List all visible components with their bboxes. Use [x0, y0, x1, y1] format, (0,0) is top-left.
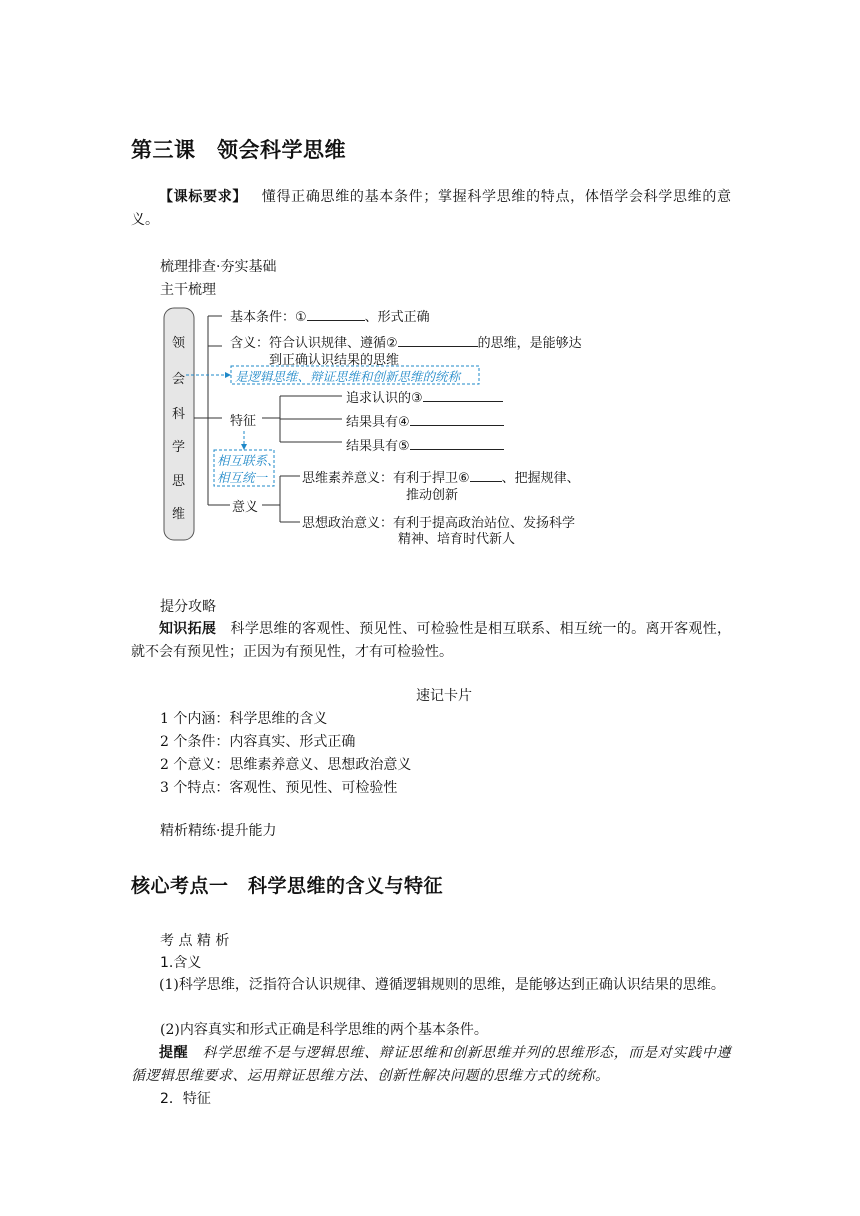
significance-item-1-cont: 推动创新 — [406, 488, 459, 503]
tips-label: 知识拓展 — [159, 621, 217, 637]
feature-item: 结果具有⑤ — [346, 435, 504, 454]
standard-label: 【课标要求】 — [159, 189, 248, 205]
tips-heading: 提分攻略 — [160, 599, 216, 615]
significance-item-1: 思维素养意义：有利于捍卫⑥ 、把握规律、 — [302, 471, 580, 486]
item-feature: 2．特征 — [160, 1091, 211, 1107]
blank-4 — [410, 413, 504, 426]
remind-paragraph — [131, 1042, 731, 1088]
significance-item-2-cont: 精神、培育时代新人 — [398, 532, 516, 547]
blank-1 — [307, 308, 365, 321]
feature-item: 追求认识的③ — [346, 387, 503, 406]
feature-item: 结果具有④ — [346, 411, 504, 430]
card-title: 速记卡片 — [416, 688, 472, 704]
significance-label: 意义 — [232, 500, 259, 515]
root-char: 思 — [172, 474, 186, 489]
meaning-line-1: 含义：符合认识规律、遵循② 的思维，是能够达 — [230, 336, 582, 351]
root-char: 学 — [172, 440, 186, 455]
card-line: 1 个内涵：科学思维的含义 — [160, 711, 328, 727]
meaning-line-2: 到正确认识结果的思维 — [269, 353, 400, 368]
card-line: 2 个意义：思维素养意义、思想政治意义 — [160, 757, 412, 773]
item-meaning: 1.含义 — [160, 955, 202, 971]
significance-item-2: 思想政治意义：有利于提高政治站位、发扬科学 — [302, 516, 576, 531]
review-subheading: 主干梳理 — [160, 282, 216, 298]
handwritten-note-unified: 是逻辑思维、辩证思维和创新思维的统称 — [235, 369, 461, 384]
analysis-label: 考 点 精 析 — [160, 933, 230, 949]
card-line: 3 个特点：客观性、预见性、可检验性 — [160, 780, 398, 796]
standard-text: 懂得正确思维的基本条件；掌握科学思维的特点，体悟学会科学思维的意义。 — [131, 189, 732, 228]
handwritten-note-linked: 相互联系、 — [217, 453, 280, 468]
lesson-title: 第三课 领会科学思维 — [131, 138, 346, 162]
handwritten-note-linked: 相互统一 — [217, 470, 268, 485]
mindmap — [150, 300, 630, 550]
feature-label: 特征 — [230, 414, 257, 429]
core-paragraph-2: (2)内容真实和形式正确是科学思维的两个基本条件。 — [160, 1022, 488, 1038]
tips-paragraph — [131, 618, 731, 664]
review-heading: 梳理排查·夯实基础 — [160, 259, 277, 275]
root-char: 会 — [172, 372, 186, 387]
core-paragraph-1: (1)科学思维，泛指符合认识规律、遵循逻辑规则的思维，是能够达到正确认识结果的思维。 — [159, 977, 725, 993]
root-char: 领 — [172, 336, 186, 351]
practice-heading: 精析精练·提升能力 — [160, 823, 277, 839]
blank-6 — [470, 469, 502, 482]
card-line: 2 个条件：内容真实、形式正确 — [160, 734, 356, 750]
remind-text: 科学思维不是与逻辑思维、辩证思维和创新思维并列的思维形态，而是对实践中遵循逻辑思维要求、运用辩证思维方法、创新性解决问题的思维方式的统称。 — [131, 1045, 732, 1084]
tips-text: 科学思维的客观性、预见性、可检验性是相互联系、相互统一的。离开客观性，就不会有预见性；正因为有预见性，才有可检验性。 — [131, 621, 732, 660]
blank-2 — [398, 334, 478, 347]
root-char: 维 — [172, 507, 186, 522]
remind-label: 提醒 — [159, 1045, 189, 1061]
standard-paragraph — [131, 186, 731, 232]
blank-5 — [410, 437, 504, 450]
core-point-title: 核心考点一 科学思维的含义与特征 — [131, 875, 444, 897]
basic-conditions: 基本条件：① 、形式正确 — [230, 310, 430, 325]
blank-3 — [423, 389, 503, 402]
root-char: 科 — [172, 407, 186, 422]
